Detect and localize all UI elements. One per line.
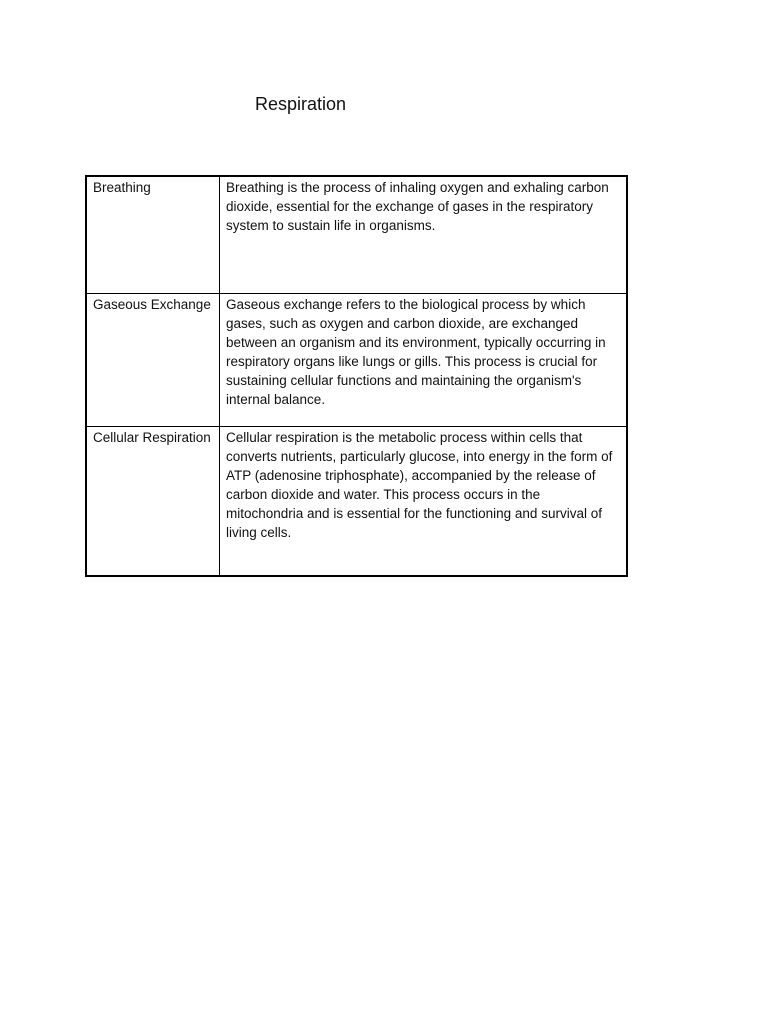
- definition-cell: Breathing is the process of inhaling oxygen and exhaling carbon dioxide, essential for the exchange of gases in the respiratory system to sustain life in organisms.: [220, 176, 628, 294]
- table-row: [86, 427, 627, 577]
- definitions-table-body: [86, 176, 627, 576]
- page-title: Respiration: [255, 94, 347, 114]
- term-cell: Gaseous Exchange: [86, 294, 220, 427]
- definition-cell: Gaseous exchange refers to the biological process by which gases, such as oxygen and carbon dioxide, are exchanged between an organism and its environment, typically occurring in respiratory organs like lungs or gills. This process is crucial for sustaining cellular functions and maintaining the organism's internal balance.: [220, 294, 628, 427]
- definitions-table: [85, 175, 628, 577]
- table-row: [86, 294, 627, 427]
- term-cell: Breathing: [86, 176, 220, 294]
- table-row: [86, 176, 627, 294]
- definition-cell: Cellular respiration is the metabolic process within cells that converts nutrients, particularly glucose, into energy in the form of ATP (adenosine triphosphate), accompanied by the release of carbon dioxide and water. This process occurs in the mitochondria and is essential for the functioning and survival of living cells.: [220, 427, 628, 577]
- term-cell: Cellular Respiration: [86, 427, 220, 577]
